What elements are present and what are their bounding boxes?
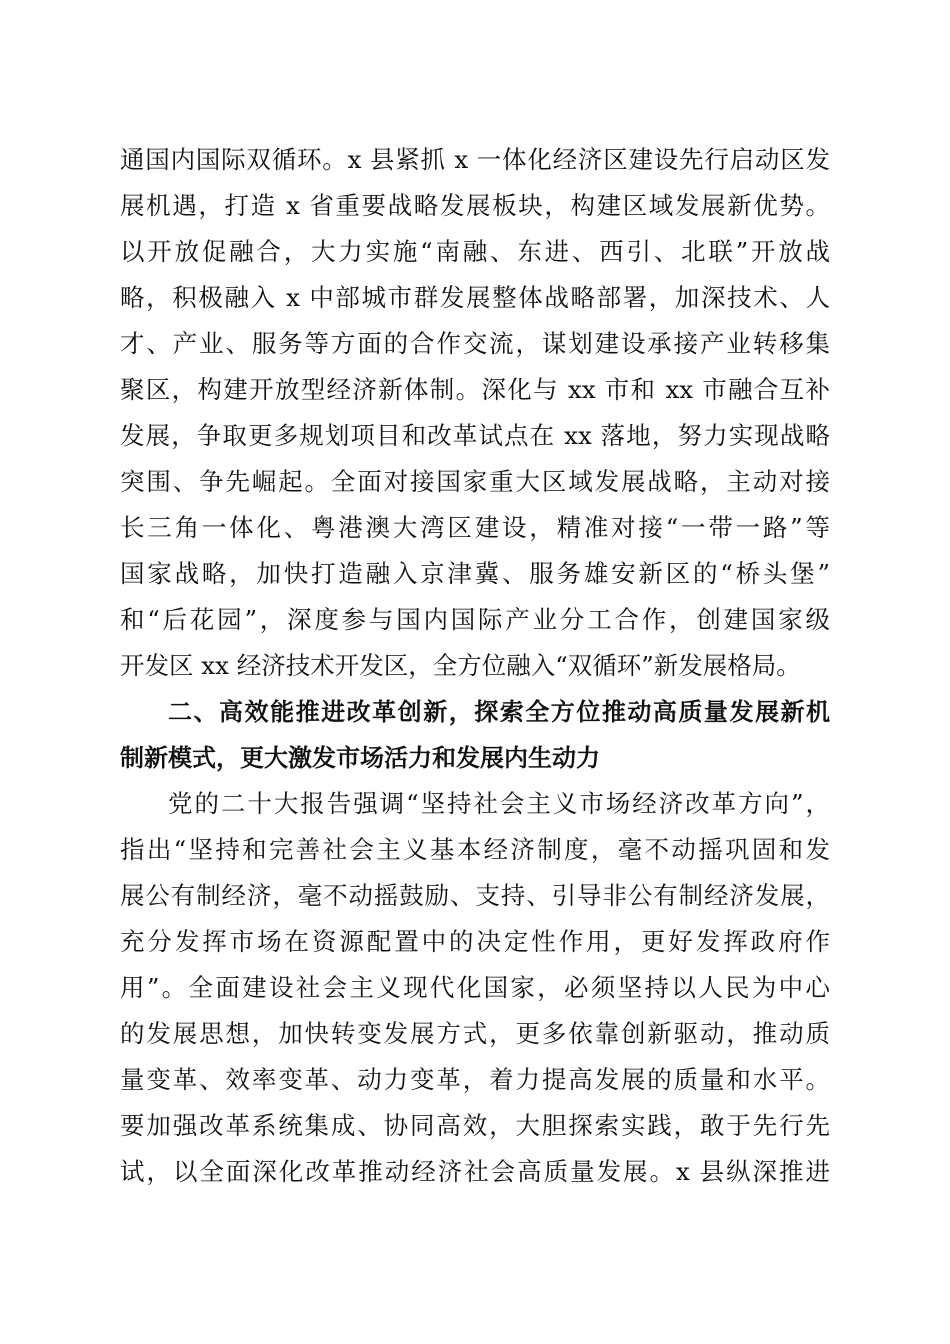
paragraph-line: 发展，争取更多规划项目和改革试点在 xx 落地，努力实现战略: [120, 421, 830, 450]
paragraph-line: 才、产业、服务等方面的合作交流，谋划建设承接产业转移集: [120, 329, 830, 358]
paragraph-line: 用”。全面建设社会主义现代化国家，必须坚持以人民为中心: [120, 973, 830, 1002]
paragraph-line: 展机遇，打造 x 省重要战略发展板块，构建区域发展新优势。: [120, 191, 830, 220]
paragraph-line: 量变革、效率变革、动力变革，着力提高发展的质量和水平。: [120, 1065, 830, 1094]
paragraph-line: 的发展思想，加快转变发展方式，更多依靠创新驱动，推动质: [120, 1019, 830, 1048]
paragraph-line: 展公有制经济，毫不动摇鼓励、支持、引导非公有制经济发展，: [120, 881, 830, 910]
paragraph-line: 开发区 xx 经济技术开发区，全方位融入“双循环”新发展格局。: [120, 651, 801, 680]
paragraph-line: 指出“坚持和完善社会主义基本经济制度，毫不动摇巩固和发: [120, 835, 830, 864]
paragraph-line: 试，以全面深化改革推动经济社会高质量发展。x 县纵深推进: [120, 1157, 830, 1186]
paragraph-line: 国家战略，加快打造融入京津冀、服务雄安新区的“桥头堡”: [120, 559, 830, 588]
paragraph-line: 和“后花园”，深度参与国内国际产业分工合作，创建国家级: [120, 605, 830, 634]
paragraph-line: 充分发挥市场在资源配置中的决定性作用，更好发挥政府作: [120, 927, 830, 956]
paragraph-line: 以开放促融合，大力实施“南融、东进、西引、北联”开放战: [120, 237, 830, 266]
paragraph-line: 略，积极融入 x 中部城市群发展整体战略部署，加深技术、人: [120, 283, 830, 312]
paragraph-line: 聚区，构建开放型经济新体制。深化与 xx 市和 xx 市融合互补: [120, 375, 830, 404]
paragraph-line: 突围、争先崛起。全面对接国家重大区域发展战略，主动对接: [120, 467, 830, 496]
paragraph-line: 通国内国际双循环。x 县紧抓 x 一体化经济区建设先行启动区发: [120, 145, 830, 174]
paragraph-line: 党的二十大报告强调“坚持社会主义市场经济改革方向”，: [168, 789, 830, 818]
section-heading-line: 二、高效能推进改革创新，探索全方位推动高质量发展新机: [168, 698, 830, 726]
paragraph-line: 长三角一体化、粤港澳大湾区建设，精准对接“一带一路”等: [120, 513, 830, 542]
paragraph-line: 要加强改革系统集成、协同高效，大胆探索实践，敢于先行先: [120, 1111, 830, 1140]
section-heading-line: 制新模式，更大激发市场活力和发展内生动力: [120, 744, 600, 772]
